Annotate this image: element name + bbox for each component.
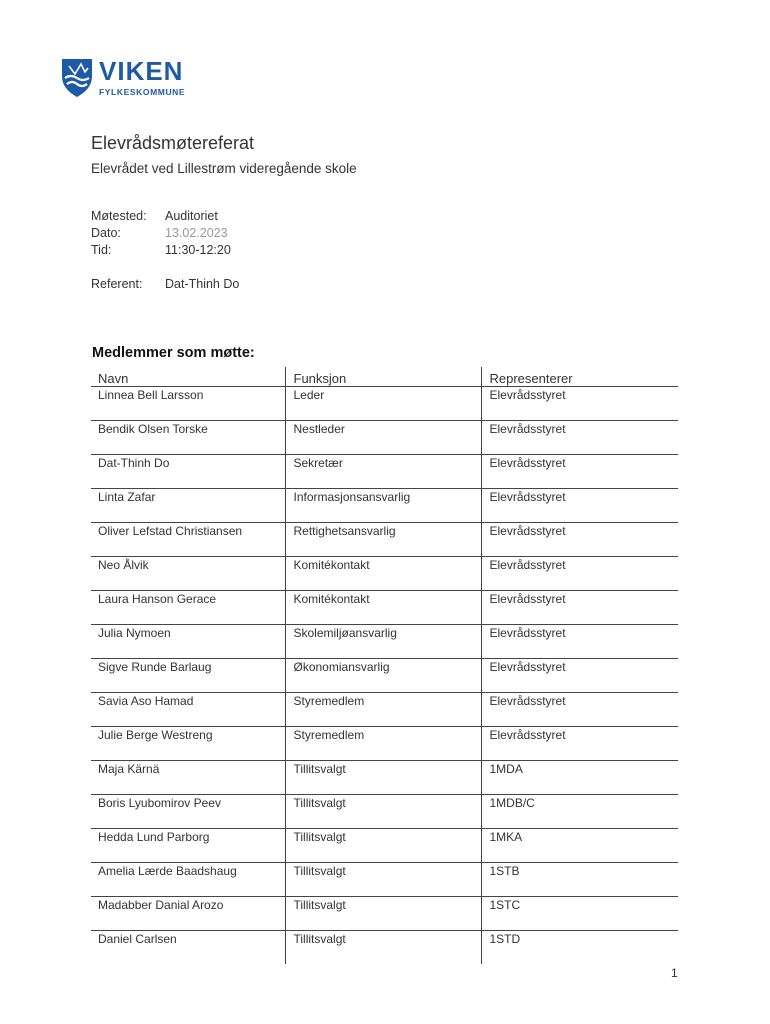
table-row [91, 557, 678, 591]
member-represents: 1MDA [481, 761, 678, 795]
table-row [91, 931, 678, 965]
meeting-place-value: Auditoriet [165, 209, 218, 223]
member-name: Savia Aso Hamad [91, 693, 285, 727]
members-heading: Medlemmer som møtte: [92, 345, 255, 361]
referent-label: Referent: [91, 277, 143, 291]
logo-name: VIKEN [99, 56, 184, 86]
member-name: Julie Berge Westreng [91, 727, 285, 761]
member-name: Boris Lyubomirov Peev [91, 795, 285, 829]
member-represents: Elevrådsstyret [481, 693, 678, 727]
member-function: Komitékontakt [285, 557, 481, 591]
member-name: Oliver Lefstad Christiansen [91, 523, 285, 557]
member-name: Amelia Lærde Baadshaug [91, 863, 285, 897]
table-row [91, 829, 678, 863]
member-represents: Elevrådsstyret [481, 659, 678, 693]
table-row [91, 693, 678, 727]
member-name: Laura Hanson Gerace [91, 591, 285, 625]
member-represents: 1STC [481, 897, 678, 931]
member-name: Linnea Bell Larsson [91, 387, 285, 421]
member-name: Hedda Lund Parborg [91, 829, 285, 863]
document-title: Elevrådsmøtereferat [91, 133, 255, 153]
table-row [91, 625, 678, 659]
member-name: Bendik Olsen Torske [91, 421, 285, 455]
member-function: Tillitsvalgt [285, 863, 481, 897]
table-row [91, 863, 678, 897]
member-function: Tillitsvalgt [285, 795, 481, 829]
table-row [91, 421, 678, 455]
member-function: Rettighetsansvarlig [285, 523, 481, 557]
logo-wordmark [99, 58, 185, 97]
table-row [91, 897, 678, 931]
member-name: Julia Nymoen [91, 625, 285, 659]
meeting-time-value: 11:30-12:20 [165, 243, 231, 257]
table-row [91, 387, 678, 421]
viken-logo [61, 58, 201, 100]
table-row [91, 659, 678, 693]
table-row [91, 455, 678, 489]
member-represents: 1STB [481, 863, 678, 897]
member-name: Neo Ålvik [91, 557, 285, 591]
table-row [91, 795, 678, 829]
member-function: Styremedlem [285, 693, 481, 727]
viken-shield-icon [61, 58, 93, 98]
table-row [91, 727, 678, 761]
column-header-function: Funksjon [285, 367, 481, 387]
table-row [91, 591, 678, 625]
member-represents: Elevrådsstyret [481, 523, 678, 557]
member-function: Leder [285, 387, 481, 421]
member-function: Nestleder [285, 421, 481, 455]
member-represents: Elevrådsstyret [481, 625, 678, 659]
member-name: Dat-Thinh Do [91, 455, 285, 489]
member-represents: Elevrådsstyret [481, 421, 678, 455]
member-represents: Elevrådsstyret [481, 591, 678, 625]
member-represents: 1MDB/C [481, 795, 678, 829]
table-row [91, 761, 678, 795]
member-represents: Elevrådsstyret [481, 455, 678, 489]
member-function: Komitékontakt [285, 591, 481, 625]
member-represents: Elevrådsstyret [481, 727, 678, 761]
member-function: Informasjonsansvarlig [285, 489, 481, 523]
member-name: Daniel Carlsen [98, 932, 177, 946]
member-function: Tillitsvalgt [285, 931, 481, 965]
member-represents: Elevrådsstyret [481, 489, 678, 523]
meeting-date-label: Dato: [91, 226, 121, 240]
member-function: Tillitsvalgt [285, 761, 481, 795]
member-function: Tillitsvalgt [285, 829, 481, 863]
logo-subname: FYLKESKOMMUNE [99, 87, 186, 97]
member-name: Maja Kärnä [91, 761, 285, 795]
member-function: Økonomiansvarlig [285, 659, 481, 693]
page-number: 1 [671, 966, 678, 980]
member-represents: Elevrådsstyret [481, 387, 678, 421]
member-name: Sigve Runde Barlaug [91, 659, 285, 693]
meeting-place-label: Møtested: [91, 209, 147, 223]
member-function: Skolemiljøansvarlig [285, 625, 481, 659]
table-header-row [91, 367, 678, 387]
meeting-time-label: Tid: [91, 243, 112, 257]
member-name: Linta Zafar [91, 489, 285, 523]
member-function: Tillitsvalgt [285, 897, 481, 931]
member-function: Sekretær [285, 455, 481, 489]
member-represents: 1MKA [481, 829, 678, 863]
member-function: Styremedlem [285, 727, 481, 761]
member-name: Madabber Danial Arozo [91, 897, 285, 931]
members-table [91, 367, 678, 964]
meeting-date-value: 13.02.2023 [165, 226, 228, 240]
table-row [91, 489, 678, 523]
column-header-name: Navn [91, 367, 285, 387]
member-represents: Elevrådsstyret [481, 557, 678, 591]
referent-value: Dat-Thinh Do [165, 277, 240, 291]
column-header-represents: Representerer [481, 367, 678, 387]
table-row [91, 523, 678, 557]
member-represents: 1STD [481, 931, 678, 965]
document-subtitle: Elevrådet ved Lillestrøm videregående skole [91, 161, 357, 176]
